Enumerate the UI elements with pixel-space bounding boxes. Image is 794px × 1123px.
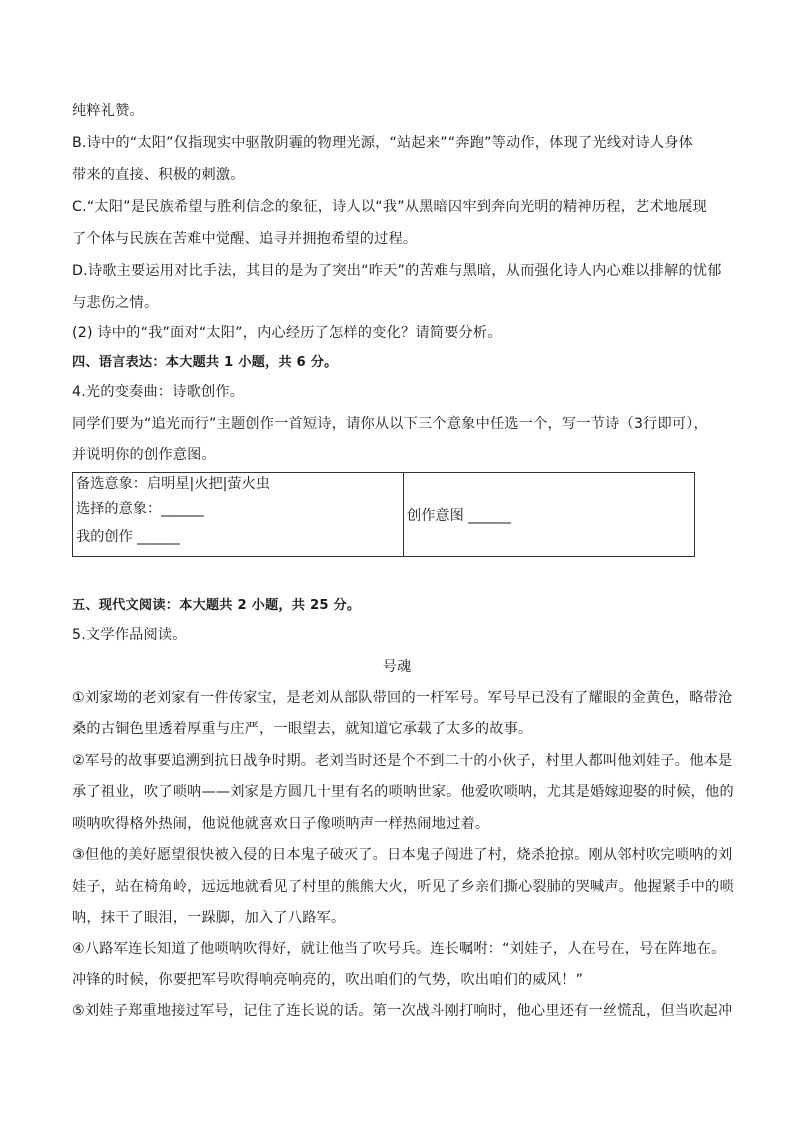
paragraph-line: 桑的古铜色里透着厚重与庄严，一眼望去，就知道它承载了太多的故事。 — [72, 721, 533, 737]
paragraph-line: 唢呐吹得格外热闹，他说他就喜欢日子像唢呐声一样热闹地过着。 — [72, 816, 490, 832]
paragraph-line: ③但他的美好愿望很快被入侵的日本鬼子破灭了。日本鬼子闯进了村，烧杀抢掠。刚从邻村吹完唢呐的刘 — [72, 847, 733, 863]
paragraph-line: ④八路军连长知道了他唢呐吹得好，就让他当了吹号兵。连长嘱咐：“刘娃子，人在号在，号在阵地在。 — [72, 941, 726, 957]
paragraph-line: 冲锋的时候，你要把军号吹得响亮响亮的，吹出咱们的气势，吹出咱们的威风！” — [72, 972, 584, 988]
question-5-title: 5.文学作品阅读。 — [72, 627, 187, 643]
my-creation-field[interactable]: 我的创作 ______ — [76, 529, 180, 545]
creation-intent-field[interactable]: 创作意图 ______ — [407, 507, 511, 524]
paragraph-line: 娃子，站在椅角岭，远远地就看见了村里的熊熊大火，听见了乡亲们撕心裂肺的哭喊声。他握紧手中的唢 — [72, 879, 734, 895]
option-d-line-2: 与悲伤之情。 — [72, 295, 159, 311]
answer-table — [72, 472, 695, 557]
paragraph-line: ⑤刘娃子郑重地接过军号，记住了连长说的话。第一次战斗刚打响时，他心里还有一丝慌乱，但当吹起冲 — [72, 1003, 733, 1019]
option-b-line-2: 带来的直接、积极的刺激。 — [72, 167, 245, 183]
paragraph-line: ②军号的故事要追溯到抗日战争时期。老刘当时还是个不到二十的小伙子，村里人都叫他刘娃子。他本是 — [72, 753, 733, 769]
option-c-line-1: C.“太阳”是民族希望与胜利信念的象征，诗人以“我”从黑暗囚牢到奔向光明的精神历程，艺术地展现 — [72, 199, 707, 215]
question-4-title: 4.光的变奏曲：诗歌创作。 — [72, 384, 245, 400]
option-d-line-1: D.诗歌主要运用对比手法，其目的是为了突出“昨天”的苦难与黑暗，从而强化诗人内心难以排解的忧郁 — [72, 263, 722, 279]
paragraph-line: 呐，抹干了眼泪，一跺脚，加入了八路军。 — [72, 910, 346, 926]
text-line: 纯粹礼赞。 — [72, 103, 144, 119]
answer-table-left-cell — [73, 473, 404, 557]
paragraph-line: ①刘家坳的老刘家有一件传家宝，是老刘从部队带回的一杆军号。军号早已没有了耀眼的金黄色，略带沧 — [72, 690, 733, 706]
chosen-image-field[interactable]: 选择的意象：______ — [76, 501, 204, 517]
section-5-heading: 五、现代文阅读：本大题共 2 小题，共 25 分。 — [72, 598, 361, 613]
option-c-line-2: 了个体与民族在苦难中觉醒、追寻并拥抱希望的过程。 — [72, 231, 418, 247]
section-4-heading: 四、语言表达：本大题共 1 小题，共 6 分。 — [72, 355, 338, 370]
paragraph-line: 承了祖业，吹了唢呐——刘家是方圆几十里有名的唢呐世家。他爱吹唢呐，尤其是婚嫁迎娶的时候，他的 — [72, 784, 734, 800]
answer-table-right-cell — [404, 473, 695, 557]
option-b-line-1: B.诗中的“太阳”仅指现实中驱散阴霾的物理光源，“站起来”“奔跑”等动作，体现了光线对诗人身体 — [72, 135, 694, 151]
question-4-line-2: 并说明你的创作意图。 — [72, 447, 216, 463]
question-4-line-1: 同学们要为“追光而行”主题创作一首短诗，请你从以下三个意象中任选一个，写一节诗（3行即可）， — [72, 416, 708, 432]
question-3-2: (2) 诗中的“我”面对“太阳”，内心经历了怎样的变化？请简要分析。 — [72, 325, 502, 341]
image-options: 备选意象：启明星|火把|萤火虫 — [76, 476, 270, 492]
essay-title: 号魂 — [382, 659, 412, 675]
